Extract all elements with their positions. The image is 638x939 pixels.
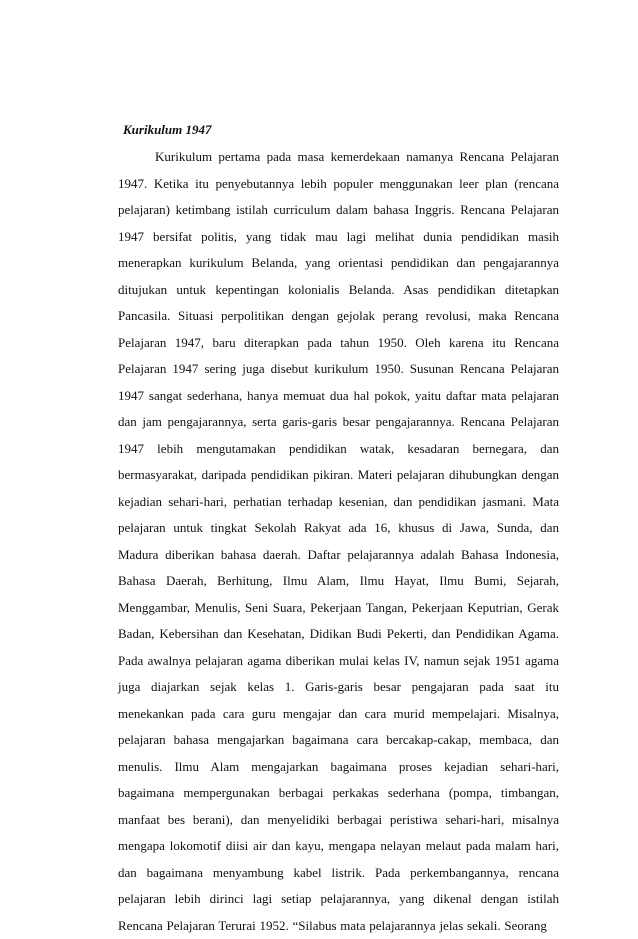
section-heading: Kurikulum 1947 — [123, 122, 212, 137]
body-paragraph: Kurikulum pertama pada masa kemerdekaan namanya Rencana Pelajaran 1947. Ketika itu penyebutannya lebih populer menggunakan leer plan (rencana pelajaran) ketimbang istilah curriculum dalam bahasa Inggris. Rencana Pelajaran 1947 bersifat politis, yang tidak mau lagi melihat dunia pendidikan masih menerapkan kurikulum Belanda, yang orientasi pendidikan dan pengajarannya ditujukan untuk kepentingan kolonialis Belanda. Asas pendidikan ditetapkan Pancasila. Situasi perpolitikan dengan gejolak perang revolusi, maka Rencana Pelajaran 1947, baru diterapkan pada tahun 1950. Oleh karena itu Rencana Pelajaran 1947 sering juga disebut kurikulum 1950. Susunan Rencana Pelajaran 1947 sangat sederhana, hanya memuat dua hal pokok, yaitu daftar mata pelajaran dan jam pengajarannya, serta garis-garis besar pengajarannya. Rencana Pelajaran 1947 lebih mengutamakan pendidikan watak, kesadaran bernegara, dan bermasyarakat, daripada pendidikan pikiran. Materi pelajaran dihubungkan dengan kejadian sehari-hari, perhatian terhadap kesenian, dan pendidikan jasmani. Mata pelajaran untuk tingkat Sekolah Rakyat ada 16, khusus di Jawa, Sunda, dan Madura diberikan bahasa daerah. Daftar pelajarannya adalah Bahasa Indonesia, Bahasa Daerah, Berhitung, Ilmu Alam, Ilmu Hayat, Ilmu Bumi, Sejarah, Menggambar, Menulis, Seni Suara, Pekerjaan Tangan, Pekerjaan Keputrian, Gerak Badan, Kebersihan dan Kesehatan, Didikan Budi Pekerti, dan Pendidikan Agama. Pada awalnya pelajaran agama diberikan mulai kelas IV, namun sejak 1951 agama juga diajarkan sejak kelas 1. Garis-garis besar pengajaran pada saat itu menekankan pada cara guru mengajar dan cara murid mempelajari. Misalnya, pelajaran bahasa mengajarkan bagaimana cara bercakap-cakap, membaca, dan menulis. Ilmu Alam mengajarkan bagaimana proses kejadian sehari-hari, bagaimana mempergunakan berbagai perkakas sederhana (pompa, timbangan, manfaat bes berani), dan menyelidiki berbagai peristiwa sehari-hari, misalnya mengapa lokomotif diisi air dan kayu, mengapa nelayan melaut pada malam hari, dan bagaimana menyambung kabel listrik. Pada perkembangannya, rencana pelajaran lebih dirinci lagi setiap pelajarannya, yang dikenal dengan istilah Rencana Pelajaran Terurai 1952. “Silabus mata pelajarannya jelas sekali. Seorang — [118, 149, 559, 933]
page-content — [118, 120, 559, 939]
